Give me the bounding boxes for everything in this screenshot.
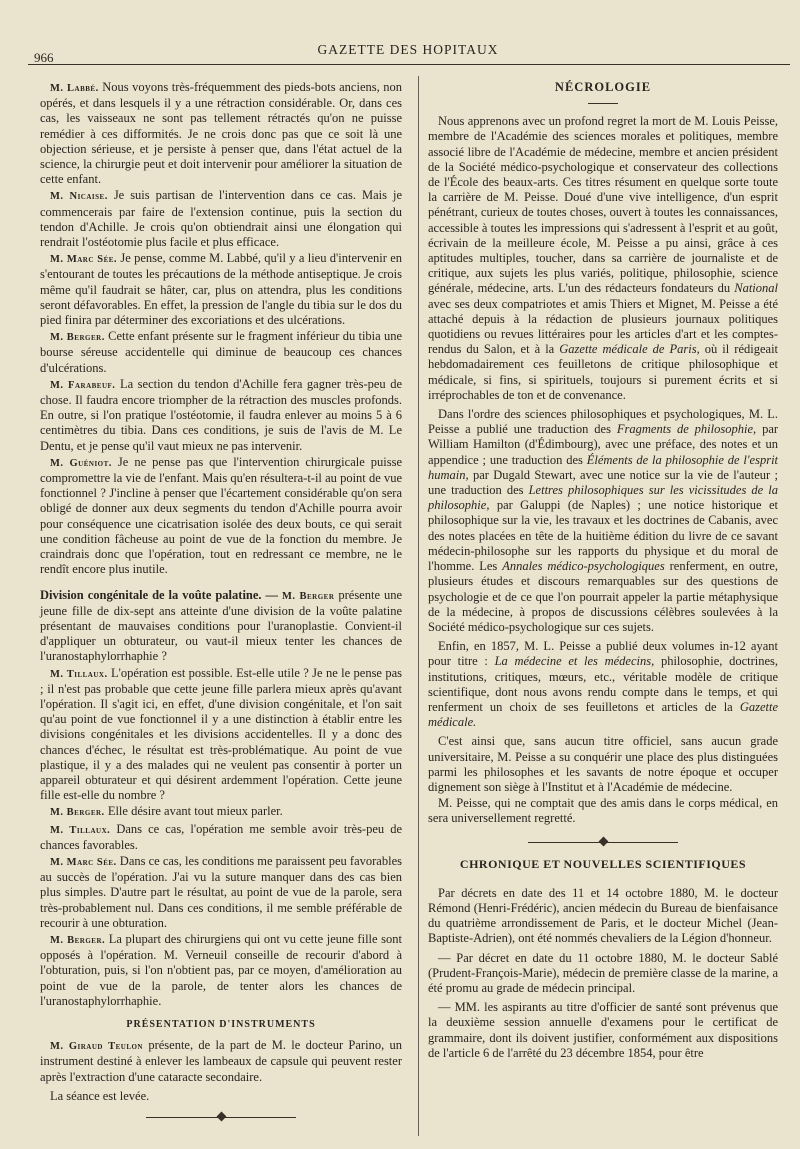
- paragraph-text: présente, de la part de M. le docteur Parino, un instrument destiné à enlever les lambeaux de capsule qui peuvent rester après l'extraction d'une cataracte secondaire.: [40, 1038, 403, 1084]
- paragraph: [40, 80, 402, 187]
- paragraph-text: Je suis partisan de l'intervention dans ce cas. Mais je commencerais par faire de l'extension continue, puis la section du tendon d'Achille. Je crois qu'on obtiendrait ainsi une élongation qui rendrait l'ostéotomie plus facile et plus efficace.: [40, 188, 402, 250]
- section-title: Division congénitale de la voûte palatine. —: [40, 587, 279, 602]
- speaker: M. Berger.: [50, 934, 106, 946]
- paragraph-text: La plupart des chirurgiens qui ont vu cette jeune fille sont opposés à l'opération. M. Verneuil conseille de recourir d'abord à l'obturation, puis, si l'on n'obtient pas, par ce moyen, d'amélioration au point de vue de la parole, de tenter alors les chances de l'uranostaphylorrhaphie.: [40, 931, 402, 1008]
- right-column: [428, 80, 778, 1062]
- ornament-divider: [528, 837, 678, 849]
- italic-text: Annales médico-psychologiques: [502, 559, 665, 574]
- short-rule: [588, 103, 618, 104]
- speaker: M. Giraud Teulon: [50, 1041, 143, 1053]
- text: Dans l'ordre des sciences philosophiques et psychologiques, M. L. Peisse a publié une traduction des: [428, 407, 778, 437]
- speaker: M. Nicaise.: [50, 191, 108, 203]
- left-column: [40, 80, 402, 1130]
- speaker: M. Berger.: [50, 807, 105, 819]
- header-rule: [28, 64, 790, 65]
- paragraph-text: Cette enfant présente sur le fragment inférieur du tibia une bourse séreuse accidentelle qui diminue de beaucoup ces chances d'ulcérations.: [40, 329, 403, 375]
- text: par Galuppi (de Naples) ; une notice historique et philosophique sur la vie, les travaux et les doctrines de Cabanis, avec des notes placées en tête de la huitième édition du livre de ce savant médecin-philosophe sur les rapports du physique et du moral de l'homme. Les: [428, 498, 778, 574]
- paragraph: [40, 188, 402, 250]
- paragraph: [40, 251, 402, 328]
- paragraph-text: Je pense, comme M. Labbé, qu'il y a lieu d'intervenir en s'entourant de toutes les précautions de la méthode antiseptique. Je crois même qu'il faudrait se hâter, car, plus on attendra, plus les conditions seront défavorables. En effet, la pression de l'angle du tibia sur le dos du pied finira par déterminer des excoriations et des ulcérations.: [40, 251, 402, 328]
- italic-text: Éléments de la philosophie de l'esprit humain,: [428, 452, 779, 482]
- paragraph: [40, 1038, 402, 1085]
- paragraph-text: L'opération est possible. Est-elle utile ? Je ne le pense pas ; il n'est pas probable que cette jeune fille parlera mieux après qu'avant l'opération. Il s'agit ici, en effet, d'une division congénitale, et l'on sait qu'au point de vue fonctionnel il y a une distinction à établir entre les divisions congénitales et les divisions accidentelles. Il y a donc des chances d'échec, le résultat est très-problématique. Au point de vue plastique, il y a des malades qui ne veulent pas consentir à porter un appareil obturateur et qui désirent ardemment l'opération. Cette jeune fille est-elle du nombre ?: [40, 665, 403, 803]
- italic-text: Lettres philosophiques sur les vicissitudes de la philosophie,: [428, 483, 778, 513]
- paragraph: [40, 854, 402, 931]
- speaker: M. Guéniot.: [50, 457, 112, 469]
- closing-line: La séance est levée.: [50, 1088, 150, 1103]
- text: Enfin, en 1857, M. L. Peisse a publié deux volumes in-12 ayant pour titre :: [428, 639, 778, 669]
- paragraph: — Par décret en date du 11 octobre 1880, M. le docteur Sablé (Prudent-François-Marie), médecin de première classe de la marine, a été promu au grade de médecin principal.: [428, 950, 778, 995]
- speaker: M. Marc Sée.: [50, 856, 117, 868]
- italic-text: La médecine et les médecins,: [494, 654, 655, 669]
- paragraph: [40, 666, 402, 804]
- italic-text: Fragments de philosophie,: [616, 422, 757, 437]
- journal-title: GAZETTE DES HOPITAUX: [317, 42, 499, 57]
- paragraph-text: Nous voyons très-fréquemment des pieds-bots anciens, non opérés, et dans lesquels il y a une rétraction considérable. Or, dans ces cas, les vaisseaux ne sont pas tellement rétractés qu'on ne puisse remédier à ces difformités. Je ne crois donc pas que ce soit là une objection sérieuse, et je persiste à penser que, dans l'état actuel de la science, la chirurgie peut et doit intervenir pour améliorer la situation de cette enfant.: [40, 80, 402, 187]
- ornament-divider: [146, 1112, 296, 1124]
- column-divider: [418, 76, 419, 1136]
- text: par Dugald Stewart, avec une notice sur la vie de l'auteur ; une traduction des: [428, 467, 778, 498]
- subheading: PRÉSENTATION D'INSTRUMENTS: [126, 1018, 316, 1030]
- paragraph: [428, 114, 778, 403]
- text: avec ses deux compatriotes et amis Thiers et Mignet, M. Peisse a été attaché depuis à la rédaction de plusieurs journaux politiques quotidiens ou revues littéraires pour les articles d'art et les comptes-rendus du Salon, et à la: [428, 296, 778, 357]
- page-number: 966: [34, 50, 54, 65]
- paragraph-text: Dans ce cas, l'opération me semble avoir très-peu de chances favorables.: [40, 821, 402, 852]
- speaker: M. Farabeuf.: [50, 379, 116, 391]
- text: où il rédigeait hebdomadairement ces feuilletons de critique philosophique et médicale, si fins, si spirituels, toujours si purement écrits et si irréprochables de ton et de convenance.: [428, 342, 779, 402]
- speaker: M. Tillaux.: [50, 824, 111, 836]
- section-paragraph: [40, 588, 402, 665]
- italic-text: Gazette médicale.: [428, 699, 778, 730]
- speaker: M. Labbé.: [50, 83, 99, 94]
- paragraph-text: Je ne pense pas que l'intervention chirurgicale puisse compromettre la vie de l'enfant. Mais qu'en résultera-t-il au point de vue fonctionnel ? J'incline à penser que l'écartement considérable qu'on sera obligé de donner aux deux segments du tendon d'Achille pourra avoir pour conséquence une cicatrisation isolée des deux bouts, ce qui serait une condition fâcheuse au point de vue de la fonction du membre. Je craindrais donc que l'opération, tout en redressant ce membre, ne le rendît encore plus inutile.: [40, 454, 403, 577]
- text: renferment, en outre, plusieurs études et discours remarquables sur des questions de psychologie et de ce que l'on pourrait appeler la partie métaphysique de la médecine, à propos de discussions célèbres soulevées à la Société médico-psychologique sur ces sujets.: [428, 559, 778, 634]
- paragraph: [40, 377, 402, 454]
- paragraph: [428, 639, 778, 730]
- paragraph: C'est ainsi que, sans aucun titre officiel, sans aucun grade universitaire, M. Peisse a su conquérir une place des plus distinguées parmi les philosophes et les savants de notre époque et occuper dignement son siège à l'Institut et à l'Académie de médecine.: [428, 734, 778, 794]
- paragraph: [428, 407, 778, 635]
- page-header: [28, 40, 788, 70]
- italic-text: National: [734, 281, 779, 296]
- paragraph: [40, 329, 402, 376]
- paragraph: — MM. les aspirants au titre d'officier de santé sont prévenus que la deuxième session annuelle d'examens pour le certificat de grammaire, dont ils doivent justifier, conformément aux dispositions de l'article 6 de l'arrêté du 23 décembre 1854, pour être: [428, 1000, 778, 1060]
- text: philosophie, doctrines, institutions, critiques, mœurs, etc., véritable modèle de critique scientifique, dont nous avons rendu compte dans le temps, et qui renferment un choix de ses feuilletons et articles de la: [428, 654, 779, 714]
- speaker: M. Marc Sée.: [50, 254, 118, 266]
- section-heading-necrologie: NÉCROLOGIE: [554, 80, 652, 94]
- paragraph: M. Peisse, qui ne comptait que des amis dans le corps médical, en sera universellement regretté.: [428, 796, 778, 826]
- text: Nous apprenons avec un profond regret la mort de M. Louis Peisse, membre de l'Académie des sciences morales et politiques, membre associé libre de l'Académie de médecine, membre et ancien président de la Société médico-psychologique et conservateur des collections de l'École des beaux-arts. Ces titres résument en quelque sorte toute la carrière de M. Peisse. Doué d'une vive intelligence, d'un esprit pénétrant, curieux de toutes choses, ouvert à toutes les connaissances, accessible à toutes les impressions qui s'adressent à l'esprit et au goût, écrivain de la meilleure école, M. Peisse a pu ainsi, grâce à ces aptitudes multiples, toucher, dans sa carrière de journaliste et de critique, aux sujets les plus variés, politique, philosophie, science générale, médecine, arts. L'un des rédacteurs fondateurs du: [428, 114, 778, 296]
- speaker: M. Berger: [281, 590, 335, 602]
- speaker: M. Berger.: [50, 332, 105, 344]
- text: par William Hamilton (d'Édimbourg), avec une préface, des notes et un appendice ; une traduction des: [428, 422, 779, 467]
- section-heading-chronique: CHRONIQUE ET NOUVELLES SCIENTIFIQUES: [459, 856, 747, 871]
- italic-text: Gazette médicale de Paris,: [559, 342, 700, 357]
- paragraph-text: La section du tendon d'Achille fera gagner très-peu de chose. Il faudra encore triompher de la rétraction des muscles profonds. En outre, si l'on pratique l'ostéotomie, il faudra enlever au moins 5 à 6 centimètres du tibia. Dans ces conditions, je suis de l'avis de M. Le Dentu, et je pense qu'il vaut mieux ne pas intervenir.: [40, 376, 402, 453]
- paragraph: [40, 822, 402, 853]
- paragraph: [40, 804, 402, 820]
- paragraph: Par décrets en date des 11 et 14 octobre 1880, M. le docteur Rémond (Henri-Frédéric), ancien médecin du Bureau de bienfaisance du quatrième arrondissement de Paris, et le docteur Michel (Jean-Baptiste-Adrien), ont été nommés chevaliers de la Légion d'honneur.: [428, 885, 778, 946]
- paragraph: [40, 932, 402, 1009]
- speaker: M. Tillaux.: [50, 668, 108, 680]
- paragraph-text: Elle désire avant tout mieux parler.: [107, 804, 283, 819]
- paragraph: [40, 455, 402, 578]
- paragraph-text: présente une jeune fille de dix-sept ans atteinte d'une division de la voûte palatine présentant de mauvaises conditions pour l'uranoplastie. Convient-il d'appliquer un obturateur, ou vaut-il mieux tenter les chances de l'uranostaphylorrhaphie ?: [40, 587, 403, 664]
- paragraph-text: Dans ce cas, les conditions me paraissent peu favorables au succès de l'opération. J'ai vu la suture manquer dans des cas bien plus simples. D'autre part le résultat, au point de vue de la parole, sera très-probablement nul. Dans ces conditions, il me semble préférable de recourir à une obturation.: [40, 853, 402, 930]
